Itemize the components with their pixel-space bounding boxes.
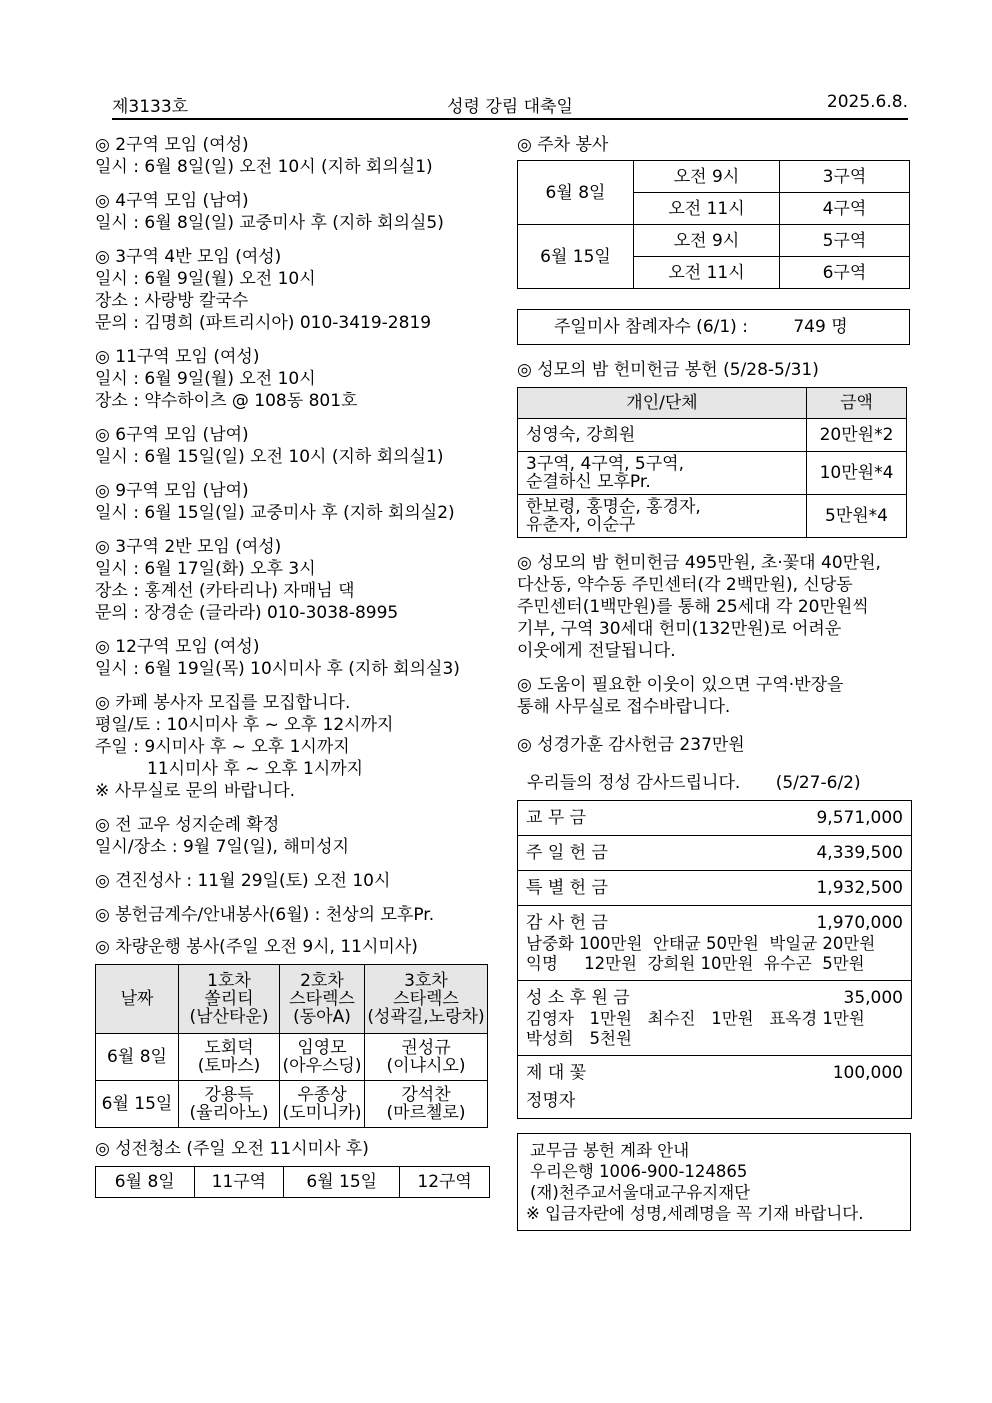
table-row xyxy=(518,419,907,452)
table-cell xyxy=(518,495,807,538)
notice-line: 장소 : 홍계선 (카타리나) 자매님 댁 xyxy=(95,581,355,601)
notice-zone4 xyxy=(95,190,490,234)
attendance-value: 749 명 xyxy=(793,317,848,337)
notice-zone2 xyxy=(95,134,490,178)
header xyxy=(112,92,908,120)
table-row xyxy=(518,388,907,419)
cell-line: (마르첼로) xyxy=(386,1103,466,1123)
table-cell xyxy=(280,1034,365,1081)
notice-line: 주일 : 9시미사 후 ~ 오후 1시까지 xyxy=(95,737,350,757)
fund-label: 감 사 헌 금 xyxy=(526,913,608,933)
cell-line: 3구역, 4구역, 5구역, xyxy=(526,454,684,474)
notice-note: ※ 사무실로 문의 바랍니다. xyxy=(95,780,490,802)
cell-line: 도회덕 xyxy=(204,1038,254,1058)
attendance-label: 주일미사 참례자수 (6/1) : xyxy=(554,317,748,337)
table-cell: 성영숙, 강희원 xyxy=(518,419,807,452)
notice-title: ◎ 11구역 모임 (여성) xyxy=(95,346,490,368)
clean-title-text: 성전청소 (주일 오전 11시미사 후) xyxy=(115,1139,369,1159)
notice-zone11 xyxy=(95,346,490,412)
fund-value: 1,970,000 xyxy=(816,913,903,933)
notice-cafe xyxy=(95,692,490,802)
fund-detail: 박성희 5천원 xyxy=(526,1029,632,1048)
fund-row xyxy=(518,1056,911,1118)
table-cell: 6월 15일 xyxy=(96,1081,179,1128)
cell-line: 쏠리티 xyxy=(204,989,254,1009)
cell-line: 스타렉스 xyxy=(393,989,459,1009)
table-cell: 10만원*4 xyxy=(807,452,907,495)
cell-line: (성곽길,노랑차) xyxy=(367,1007,485,1027)
cell-line: 강용득 xyxy=(204,1085,254,1105)
header-cell: 개인/단체 xyxy=(518,388,807,419)
right-column xyxy=(517,134,912,1231)
notice-title: ◎ 견진성사 : 11월 29일(토) 오전 10시 xyxy=(95,870,490,892)
notice-title: ◎ 전 교우 성지순례 확정 xyxy=(95,814,490,836)
cell-line: 임영모 xyxy=(297,1038,347,1058)
cell-line: 유춘자, 이순구 xyxy=(526,515,636,535)
bus-title-text: 차량운행 봉사(주일 오전 9시, 11시미사) xyxy=(115,937,418,957)
notice-confirmation xyxy=(95,870,490,892)
notice-pilgrimage xyxy=(95,814,490,858)
bank-line: 우리은행 1006-900-124865 xyxy=(530,1162,748,1181)
table-row xyxy=(96,1034,488,1081)
fund-label: 특 별 헌 금 xyxy=(526,878,608,898)
notice-text: 성모의 밤 헌미헌금 495만원, 초·꽃대 40만원, xyxy=(537,553,881,573)
notice-text: 성경가훈 감사헌금 237만원 xyxy=(537,735,745,755)
table-cell: 오전 11시 xyxy=(634,257,780,289)
header-cell xyxy=(365,965,488,1034)
thanks-period: (5/27-6/2) xyxy=(775,773,861,793)
table-cell: 오전 9시 xyxy=(634,225,780,257)
parking-section xyxy=(517,134,912,289)
fund-table xyxy=(517,800,912,1119)
fund-row xyxy=(518,836,911,871)
fund-row xyxy=(518,906,911,981)
fund-row xyxy=(518,871,911,906)
clean-section xyxy=(95,1138,490,1198)
notice-zone3-2 xyxy=(95,536,490,624)
table-cell xyxy=(179,1081,280,1128)
bank-note: 입금자란에 성명,세례명을 꼭 기재 바랍니다. xyxy=(545,1204,864,1223)
issue-date: 2025.6.8. xyxy=(826,92,908,112)
cell-line: (율리아노) xyxy=(189,1103,269,1123)
bank-line: ※ 입금자란에 성명,세례명을 꼭 기재 바랍니다. xyxy=(526,1204,864,1223)
notice-line: 주민센터(1백만원)를 통해 25세대 각 20만원씩 xyxy=(517,597,869,617)
table-row xyxy=(96,1081,488,1128)
notice-line: 다산동, 약수동 주민센터(각 2백만원), 신당동 xyxy=(517,575,853,595)
cell-line: (도미니카) xyxy=(282,1103,362,1123)
notice-title: ◎ 12구역 모임 (여성) xyxy=(95,636,490,658)
parking-title-text: 주차 봉사 xyxy=(537,135,609,155)
table-cell xyxy=(365,1081,488,1128)
notice-donation xyxy=(517,552,912,662)
notice-offering-count xyxy=(95,904,490,926)
notice-zone3-4 xyxy=(95,246,490,334)
notice-title: ◎ 4구역 모임 (남여) xyxy=(95,190,490,212)
notice-title: ◎ 3구역 2반 모임 (여성) xyxy=(95,536,490,558)
table-cell: 6월 8일 xyxy=(518,161,634,225)
notice-line: 일시 : 6월 15일(일) 오전 10시 (지하 회의실1) xyxy=(95,447,444,467)
fund-row xyxy=(518,981,911,1056)
fund-detail: 남중화 100만원 안태균 50만원 박일균 20만원 xyxy=(526,934,876,953)
table-cell: 6월 8일 xyxy=(96,1167,195,1198)
notice-line: 일시/장소 : 9월 7일(일), 해미성지 xyxy=(95,837,350,857)
notice-help xyxy=(517,674,912,718)
left-column xyxy=(95,134,490,1198)
cell-line: (동아A) xyxy=(293,1007,351,1027)
header-cell: 금액 xyxy=(807,388,907,419)
fund-value: 100,000 xyxy=(832,1063,903,1083)
notice-line: 이웃에게 전달됩니다. xyxy=(517,641,676,661)
cell-line: 3호차 xyxy=(404,971,448,991)
table-cell: 6월 15일 xyxy=(284,1167,400,1198)
table-cell: 4구역 xyxy=(780,193,910,225)
cell-line: 2호차 xyxy=(300,971,344,991)
cell-line: (아우스딩) xyxy=(282,1056,362,1076)
notice-line: 일시 : 6월 9일(월) 오전 10시 xyxy=(95,269,316,289)
table-cell: 6월 15일 xyxy=(518,225,634,289)
notice-title: ◎ 6구역 모임 (남여) xyxy=(95,424,490,446)
fund-label: 제 대 꽃 xyxy=(526,1063,587,1083)
notice-line: ◎ 성모의 밤 헌미헌금 495만원, 초·꽃대 40만원, xyxy=(517,553,881,573)
notice-line: 기부, 구역 30세대 헌미(132만원)로 어려운 xyxy=(517,619,842,639)
table-cell: 11구역 xyxy=(194,1167,284,1198)
table-cell xyxy=(365,1034,488,1081)
header-cell xyxy=(179,965,280,1034)
bank-box xyxy=(517,1133,911,1231)
cell-line: (이냐시오) xyxy=(386,1056,466,1076)
page-title: 성령 강림 대축일 xyxy=(447,97,573,117)
offering-title: ◎ 성모의 밤 헌미헌금 봉헌 (5/28-5/31) xyxy=(517,360,819,380)
attendance-box xyxy=(517,309,910,345)
clean-title: ◎ 성전청소 (주일 오전 11시미사 후) xyxy=(95,1139,369,1159)
fund-detail: 정명자 xyxy=(526,1091,576,1111)
fund-detail: 김영자 1만원 최수진 1만원 표옥경 1만원 xyxy=(526,1009,865,1028)
table-row xyxy=(518,495,907,538)
fund-label: 성 소 후 원 금 xyxy=(526,988,630,1008)
cell-line: 권성규 xyxy=(401,1038,451,1058)
table-cell: 5만원*4 xyxy=(807,495,907,538)
bank-line: (재)천주교서울대교구유지재단 xyxy=(530,1183,751,1202)
header-cell xyxy=(280,965,365,1034)
notice-line: 일시 : 6월 8일(일) 오전 10시 (지하 회의실1) xyxy=(95,157,433,177)
table-cell xyxy=(179,1034,280,1081)
cell-line: 스타렉스 xyxy=(289,989,355,1009)
table-row xyxy=(518,452,907,495)
notice-line: 11시미사 후 ~ 오후 1시까지 xyxy=(147,759,364,779)
notice-line: 문의 : 김명희 (파트리시아) 010-3419-2819 xyxy=(95,313,432,333)
header-cell: 날짜 xyxy=(96,965,179,1034)
offering-title-text: 성모의 밤 헌미헌금 봉헌 (5/28-5/31) xyxy=(537,360,819,380)
cell-line: (남산타운) xyxy=(189,1007,269,1027)
fund-value: 9,571,000 xyxy=(816,808,903,828)
cell-line: 강석찬 xyxy=(401,1085,451,1105)
notice-line: 일시 : 6월 17일(화) 오후 3시 xyxy=(95,559,316,579)
table-cell: 12구역 xyxy=(400,1167,490,1198)
fund-row xyxy=(518,801,911,836)
notice-title: ◎ 봉헌금계수/안내봉사(6월) : 천상의 모후Pr. xyxy=(95,904,490,926)
cell-line: 1호차 xyxy=(207,971,251,991)
parking-table xyxy=(517,160,910,289)
notice-zone6 xyxy=(95,424,490,468)
table-row xyxy=(96,965,488,1034)
bus-table xyxy=(95,964,488,1128)
notice-line: 평일/토 : 10시미사 후 ~ 오후 12시까지 xyxy=(95,715,394,735)
notice-text: 도움이 필요한 이웃이 있으면 구역·반장을 xyxy=(537,675,844,695)
notice-line: 일시 : 6월 9일(월) 오전 10시 xyxy=(95,369,316,389)
fund-detail: 익명 12만원 강희원 10만원 유수곤 5만원 xyxy=(526,954,865,973)
table-cell: 3구역 xyxy=(780,161,910,193)
table-cell xyxy=(280,1081,365,1128)
table-row xyxy=(518,225,910,257)
cell-line: 순결하신 모후Pr. xyxy=(526,472,651,492)
cell-line: 한보령, 홍명순, 홍경자, xyxy=(526,497,701,517)
table-cell: 6구역 xyxy=(780,257,910,289)
fund-value: 35,000 xyxy=(843,988,903,1008)
table-row xyxy=(518,161,910,193)
bus-section xyxy=(95,936,490,1128)
table-row xyxy=(96,1167,490,1198)
notice-line: 장소 : 약수하이츠 @ 108동 801호 xyxy=(95,391,358,411)
table-cell: 20만원*2 xyxy=(807,419,907,452)
notice-line: 일시 : 6월 8일(일) 교중미사 후 (지하 회의실5) xyxy=(95,213,444,233)
notice-zone9 xyxy=(95,480,490,524)
notice-line: 통해 사무실로 접수바랍니다. xyxy=(517,697,731,717)
thanks-label: 우리들의 정성 감사드립니다. xyxy=(527,773,741,793)
clean-table xyxy=(95,1166,490,1198)
thanks-line xyxy=(517,772,912,794)
notice-title: ◎ 카페 봉사자 모집를 모집합니다. xyxy=(95,692,490,714)
notice-bible xyxy=(517,734,912,756)
fund-value: 4,339,500 xyxy=(816,843,903,863)
table-cell: 6월 8일 xyxy=(96,1034,179,1081)
notice-line: 일시 : 6월 19일(목) 10시미사 후 (지하 회의실3) xyxy=(95,659,460,679)
table-cell: 오전 11시 xyxy=(634,193,780,225)
notice-zone12 xyxy=(95,636,490,680)
offering-section xyxy=(517,359,912,538)
cell-line: 우종상 xyxy=(297,1085,347,1105)
fund-label: 교 무 금 xyxy=(526,808,587,828)
notice-line: 문의 : 장경순 (글라라) 010-3038-8995 xyxy=(95,603,399,623)
notice-title: ◎ 3구역 4반 모임 (여성) xyxy=(95,246,490,268)
notice-line: 장소 : 사랑방 칼국수 xyxy=(95,291,249,311)
notice-line: 일시 : 6월 15일(일) 교중미사 후 (지하 회의실2) xyxy=(95,503,455,523)
bus-title: ◎ 차량운행 봉사(주일 오전 9시, 11시미사) xyxy=(95,937,418,957)
notice-line: ◎ 도움이 필요한 이웃이 있으면 구역·반장을 xyxy=(517,675,844,695)
notice-line: ◎ 성경가훈 감사헌금 237만원 xyxy=(517,735,745,755)
offering-table xyxy=(517,387,907,538)
fund-value: 1,932,500 xyxy=(816,878,903,898)
table-cell: 5구역 xyxy=(780,225,910,257)
table-cell xyxy=(518,452,807,495)
table-cell: 오전 9시 xyxy=(634,161,780,193)
cell-line: (토마스) xyxy=(197,1056,261,1076)
bank-line: 교무금 봉헌 계좌 안내 xyxy=(530,1141,690,1160)
notice-title: ◎ 2구역 모임 (여성) xyxy=(95,134,490,156)
notice-title: ◎ 9구역 모임 (남여) xyxy=(95,480,490,502)
fund-label: 주 일 헌 금 xyxy=(526,843,608,863)
issue-number: 제3133호 xyxy=(112,97,189,117)
parking-title: ◎ 주차 봉사 xyxy=(517,135,609,155)
